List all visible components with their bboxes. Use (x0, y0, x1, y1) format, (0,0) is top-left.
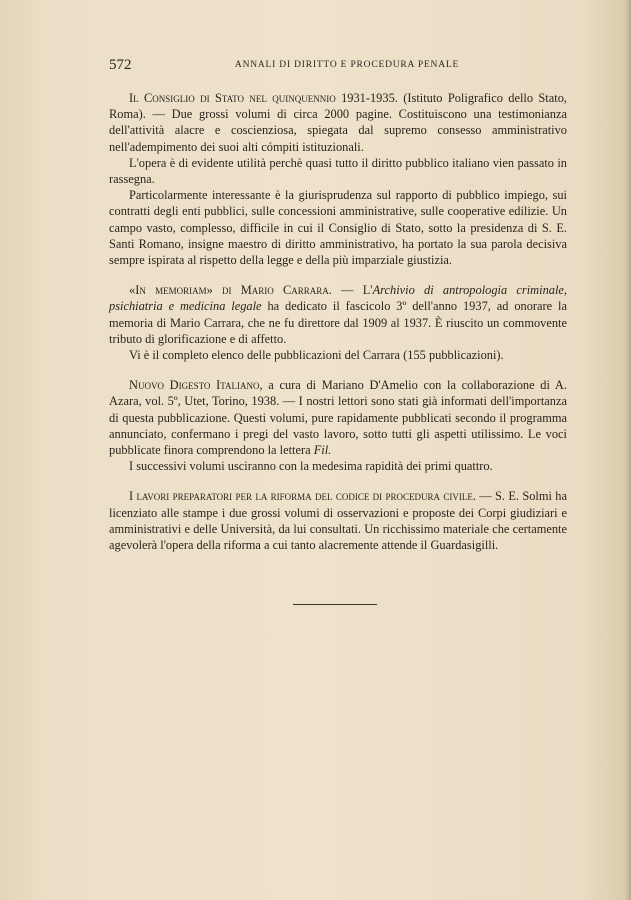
paragraph: Particolarmente interessante è la giurisprudenza sul rapporto di pubblico impiego, sui contratti degli enti pubblici, sulle concessioni amministrative, sulle cooperative edilizie. Un campo vasto, complesso, difficile in cui il Consiglio di Stato, sotto la presidenza di S. E. Santi Romano, insigne maestro di diritto amministrativo, ha portato la sua parola decisiva sempre ispirata al rispetto della legge e della più imparziale giustizia. (109, 188, 567, 268)
paragraph (109, 90, 567, 155)
entry-heading: Il Consiglio di Stato nel quinquennio 1931-1935. (129, 91, 398, 105)
italic-term: Fil. (313, 443, 332, 458)
entry-heading: Nuovo Digesto Italiano, (129, 378, 263, 393)
paragraph-text: a cura di Mariano D'Amelio con la collaborazione di A. Azara, vol. 5º, Utet, Torino, 1938. — I nostri lettori sono stati già informati dell'importanza di questa pubblicazione. Questi volumi, pure rapidamente pubblicati secondo il programma annunciato, confermano i pregi del vasto lavoro, sotto tutti gli aspetti utilissimo. Le voci pubblicate finora comprendono la lettera (109, 378, 567, 458)
page-number: 572 (109, 57, 132, 73)
closing-rule (293, 604, 377, 605)
page-edge-shadow (625, 0, 631, 900)
paragraph-text: — L' (331, 283, 373, 298)
entry-consiglio-di-stato (109, 90, 567, 268)
paragraph (109, 488, 567, 553)
paragraph (109, 282, 567, 347)
entry-heading: «In memoriam» di Mario Carrara. (129, 283, 332, 298)
paragraph: Vi è il completo elenco delle pubblicazioni del Carrara (155 pubblicazioni). (129, 348, 504, 363)
paragraph (109, 377, 567, 458)
entry-heading: I lavori preparatori per la riforma del codice di procedura civile. (129, 489, 476, 504)
entry-nuovo-digesto (109, 377, 567, 474)
paragraph-text: ha dedicato il fascicolo 3º dell'anno 1937, ad onorare la memoria di Mario Carrara, che ne fu direttore dal 1909 al 1937. È riuscito un commovente tributo di glorificazione e di affetto. (109, 299, 567, 346)
entry-in-memoriam (109, 282, 567, 363)
paragraph: L'opera è di evidente utilità perchè quasi tutto il diritto pubblico italiano vien passato in rassegna. (109, 155, 567, 187)
page-body (109, 90, 567, 567)
page-header (109, 57, 565, 77)
running-title: ANNALI DI DIRITTO E PROCEDURA PENALE (234, 60, 460, 70)
entry-lavori-preparatori (109, 488, 567, 553)
paragraph-text: — S. E. Solmi ha licenziato alle stampe i due grossi volumi di osservazioni e proposte dei Corpi giudiziari e amministrativi e delle Università, da lui consultati. Un ricchissimo materiale che certamente agevolerà l'opera della riforma a cui tanto alacremente attende il Guardasigilli. (109, 489, 567, 553)
journal-title: Archivio di antropologia criminale, psichiatria e medicina legale (109, 283, 567, 314)
paragraph: I successivi volumi usciranno con la medesima rapidità dei primi quattro. (129, 459, 493, 474)
paragraph-text: (Istituto Poligrafico dello Stato, Roma). — Due grossi volumi di circa 2000 pagine. Costituiscono una testimonianza dell'attività alacre e coscienziosa, spiegata dal supremo consesso amministrativo nell'adempimento dei suoi alti cómpiti istituzionali. (109, 91, 567, 154)
